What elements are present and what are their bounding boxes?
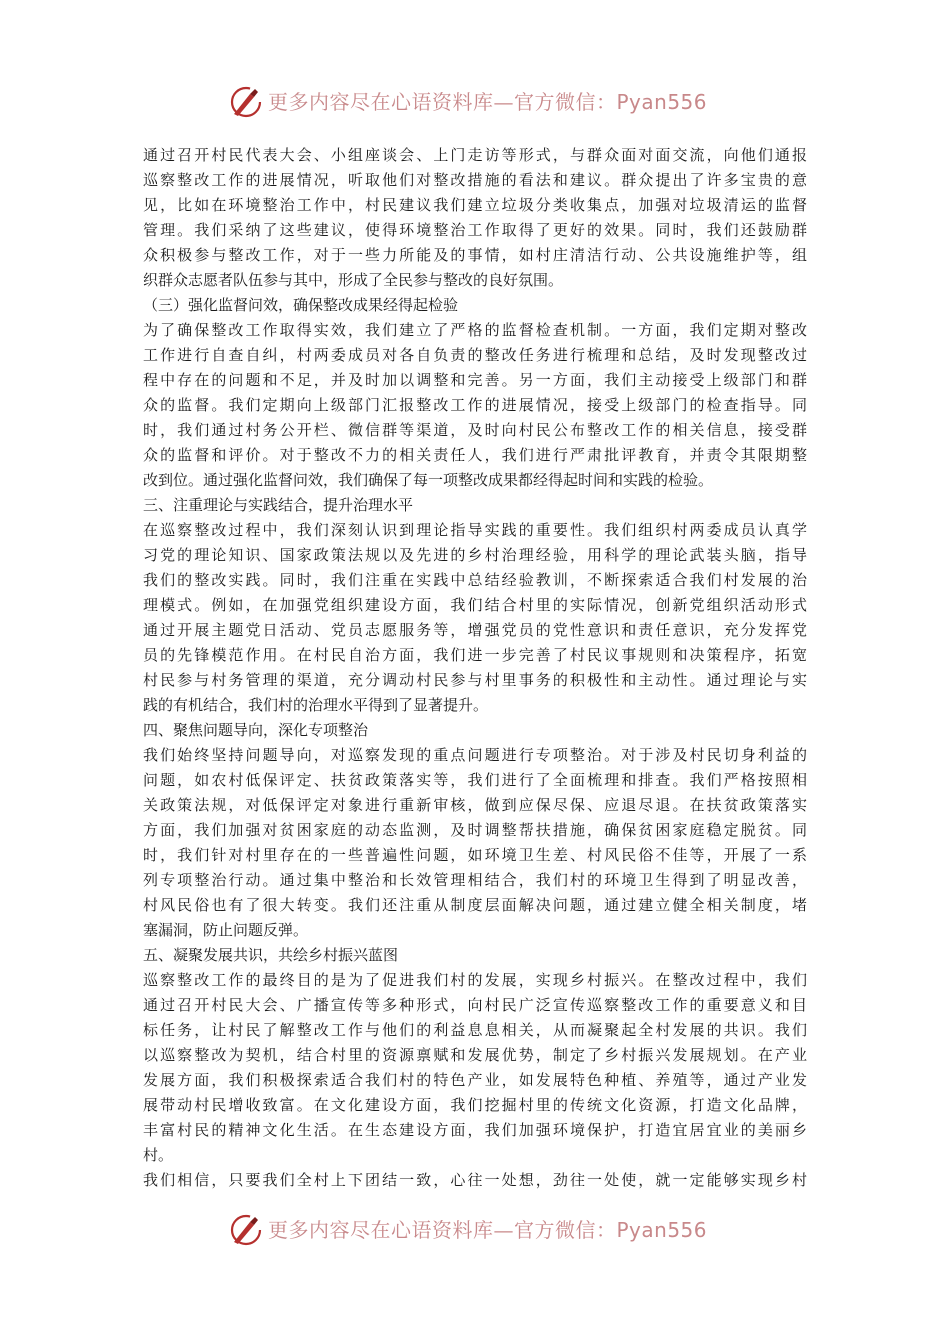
pen-logo-icon: [228, 1212, 264, 1248]
text-line: 村风民俗也有了很大转变。我们还注重从制度层面解决问题，通过建立健全相关制度，堵: [143, 896, 807, 914]
text-line: 列专项整治行动。通过集中整治和长效管理相结合，我们村的环境卫生得到了明显改善，: [143, 871, 807, 889]
text-line: 工作进行自查自纠，村两委成员对各自负责的整改任务进行梳理和总结，及时发现整改过: [143, 346, 807, 364]
banner-wechat-text: 官方微信：Pyan556: [514, 1218, 708, 1242]
text-line: 改到位。通过强化监督问效，我们确保了每一项整改成果都经得起时间和实践的检验。: [143, 471, 714, 489]
text-line: 众的监督和评价。对于整改不力的相关责任人，我们进行严肃批评教育，并责令其限期整: [143, 446, 807, 464]
text-line: 我们相信，只要我们全村上下团结一致，心往一处想，劲往一处使，就一定能够实现乡村: [143, 1171, 807, 1189]
text-line: 塞漏洞，防止问题反弹。: [143, 921, 309, 939]
text-line: 通过召开村民代表大会、小组座谈会、上门走访等形式，与群众面对面交流，向他们通报: [143, 146, 807, 164]
header-banner: [0, 82, 950, 122]
text-line: 理模式。例如，在加强党组织建设方面，我们结合村里的实际情况，创新党组织活动形式: [143, 596, 807, 614]
text-line: 众积极参与整改工作，对于一些力所能及的事情，如村庄清洁行动、公共设施维护等，组: [143, 246, 807, 264]
text-line: 员的先锋模范作用。在村民自治方面，我们进一步完善了村民议事规则和决策程序，拓宽: [143, 646, 807, 664]
text-line: 织群众志愿者队伍参与其中，形成了全民参与整改的良好氛围。: [143, 271, 564, 289]
document-body: [143, 143, 807, 1193]
text-line: 我们的整改实践。同时，我们注重在实践中总结经验教训，不断探索适合我们村发展的治: [143, 571, 807, 589]
text-line: 方面，我们加强对贫困家庭的动态监测，及时调整帮扶措施，确保贫困家庭稳定脱贫。同: [143, 821, 807, 839]
section-heading: 四、聚焦问题导向，深化专项整治: [143, 721, 369, 739]
text-line: 在巡察整改过程中，我们深刻认识到理论指导实践的重要性。我们组织村两委成员认真学: [143, 521, 807, 539]
pen-logo-icon: [228, 84, 264, 120]
section-heading: （三）强化监督问效，确保整改成果经得起检验: [143, 296, 459, 314]
text-line: 标任务，让村民了解整改工作与他们的利益息息相关，从而凝聚起全村发展的共识。我们: [143, 1021, 807, 1039]
text-line: 践的有机结合，我们村的治理水平得到了显著提升。: [143, 696, 489, 714]
banner-main-text: 更多内容尽在心语资料库: [268, 90, 494, 114]
text-line: 展带动村民增收致富。在文化建设方面，我们挖掘村里的传统文化资源，打造文化品牌，: [143, 1096, 807, 1114]
banner-separator: —: [493, 1218, 514, 1242]
banner-separator: —: [493, 90, 514, 114]
header-banner-text: [268, 88, 707, 116]
footer-banner-text: [268, 1216, 707, 1244]
banner-main-text: 更多内容尽在心语资料库: [268, 1218, 494, 1242]
text-line: 巡察整改工作的进展情况，听取他们对整改措施的看法和建议。群众提出了许多宝贵的意: [143, 171, 807, 189]
text-line: 以巡察整改为契机，结合村里的资源禀赋和发展优势，制定了乡村振兴发展规划。在产业: [143, 1046, 807, 1064]
text-line: 习党的理论知识、国家政策法规以及先进的乡村治理经验，用科学的理论武装头脑，指导: [143, 546, 807, 564]
text-line: 问题，如农村低保评定、扶贫政策落实等，我们进行了全面梳理和排查。我们严格按照相: [143, 771, 807, 789]
text-line: 众的监督。我们定期向上级部门汇报整改工作的进展情况，接受上级部门的检查指导。同: [143, 396, 807, 414]
text-line: 通过开展主题党日活动、党员志愿服务等，增强党员的党性意识和责任意识，充分发挥党: [143, 621, 807, 639]
text-line: 见，比如在环境整治工作中，村民建议我们建立垃圾分类收集点，加强对垃圾清运的监督: [143, 196, 807, 214]
text-line: 发展方面，我们积极探索适合我们村的特色产业，如发展特色种植、养殖等，通过产业发: [143, 1071, 807, 1089]
text-line: 时，我们针对村里存在的一些普遍性问题，如环境卫生差、村风民俗不佳等，开展了一系: [143, 846, 807, 864]
text-line: 我们始终坚持问题导向，对巡察发现的重点问题进行专项整治。对于涉及村民切身利益的: [143, 746, 807, 764]
text-line: 丰富村民的精神文化生活。在生态建设方面，我们加强环境保护，打造宜居宜业的美丽乡: [143, 1121, 807, 1139]
text-line: 巡察整改工作的最终目的是为了促进我们村的发展，实现乡村振兴。在整改过程中，我们: [143, 971, 807, 989]
text-line: 通过召开村民大会、广播宣传等多种形式，向村民广泛宣传巡察整改工作的重要意义和目: [143, 996, 807, 1014]
text-line: 村民参与村务管理的渠道，充分调动村民参与村里事务的积极性和主动性。通过理论与实: [143, 671, 807, 689]
text-line: 管理。我们采纳了这些建议，使得环境整治工作取得了更好的效果。同时，我们还鼓励群: [143, 221, 807, 239]
text-line: 村。: [143, 1146, 174, 1164]
section-heading: 三、注重理论与实践结合，提升治理水平: [143, 496, 414, 514]
text-line: 时，我们通过村务公开栏、微信群等渠道，及时向村民公布整改工作的相关信息，接受群: [143, 421, 807, 439]
text-line: 关政策法规，对低保评定对象进行重新审核，做到应保尽保、应退尽退。在扶贫政策落实: [143, 796, 807, 814]
text-line: 为了确保整改工作取得实效，我们建立了严格的监督检查机制。一方面，我们定期对整改: [143, 321, 807, 339]
footer-banner: [0, 1210, 950, 1250]
banner-wechat-text: 官方微信：Pyan556: [514, 90, 708, 114]
text-line: 程中存在的问题和不足，并及时加以调整和完善。另一方面，我们主动接受上级部门和群: [143, 371, 807, 389]
section-heading: 五、凝聚发展共识，共绘乡村振兴蓝图: [143, 946, 399, 964]
